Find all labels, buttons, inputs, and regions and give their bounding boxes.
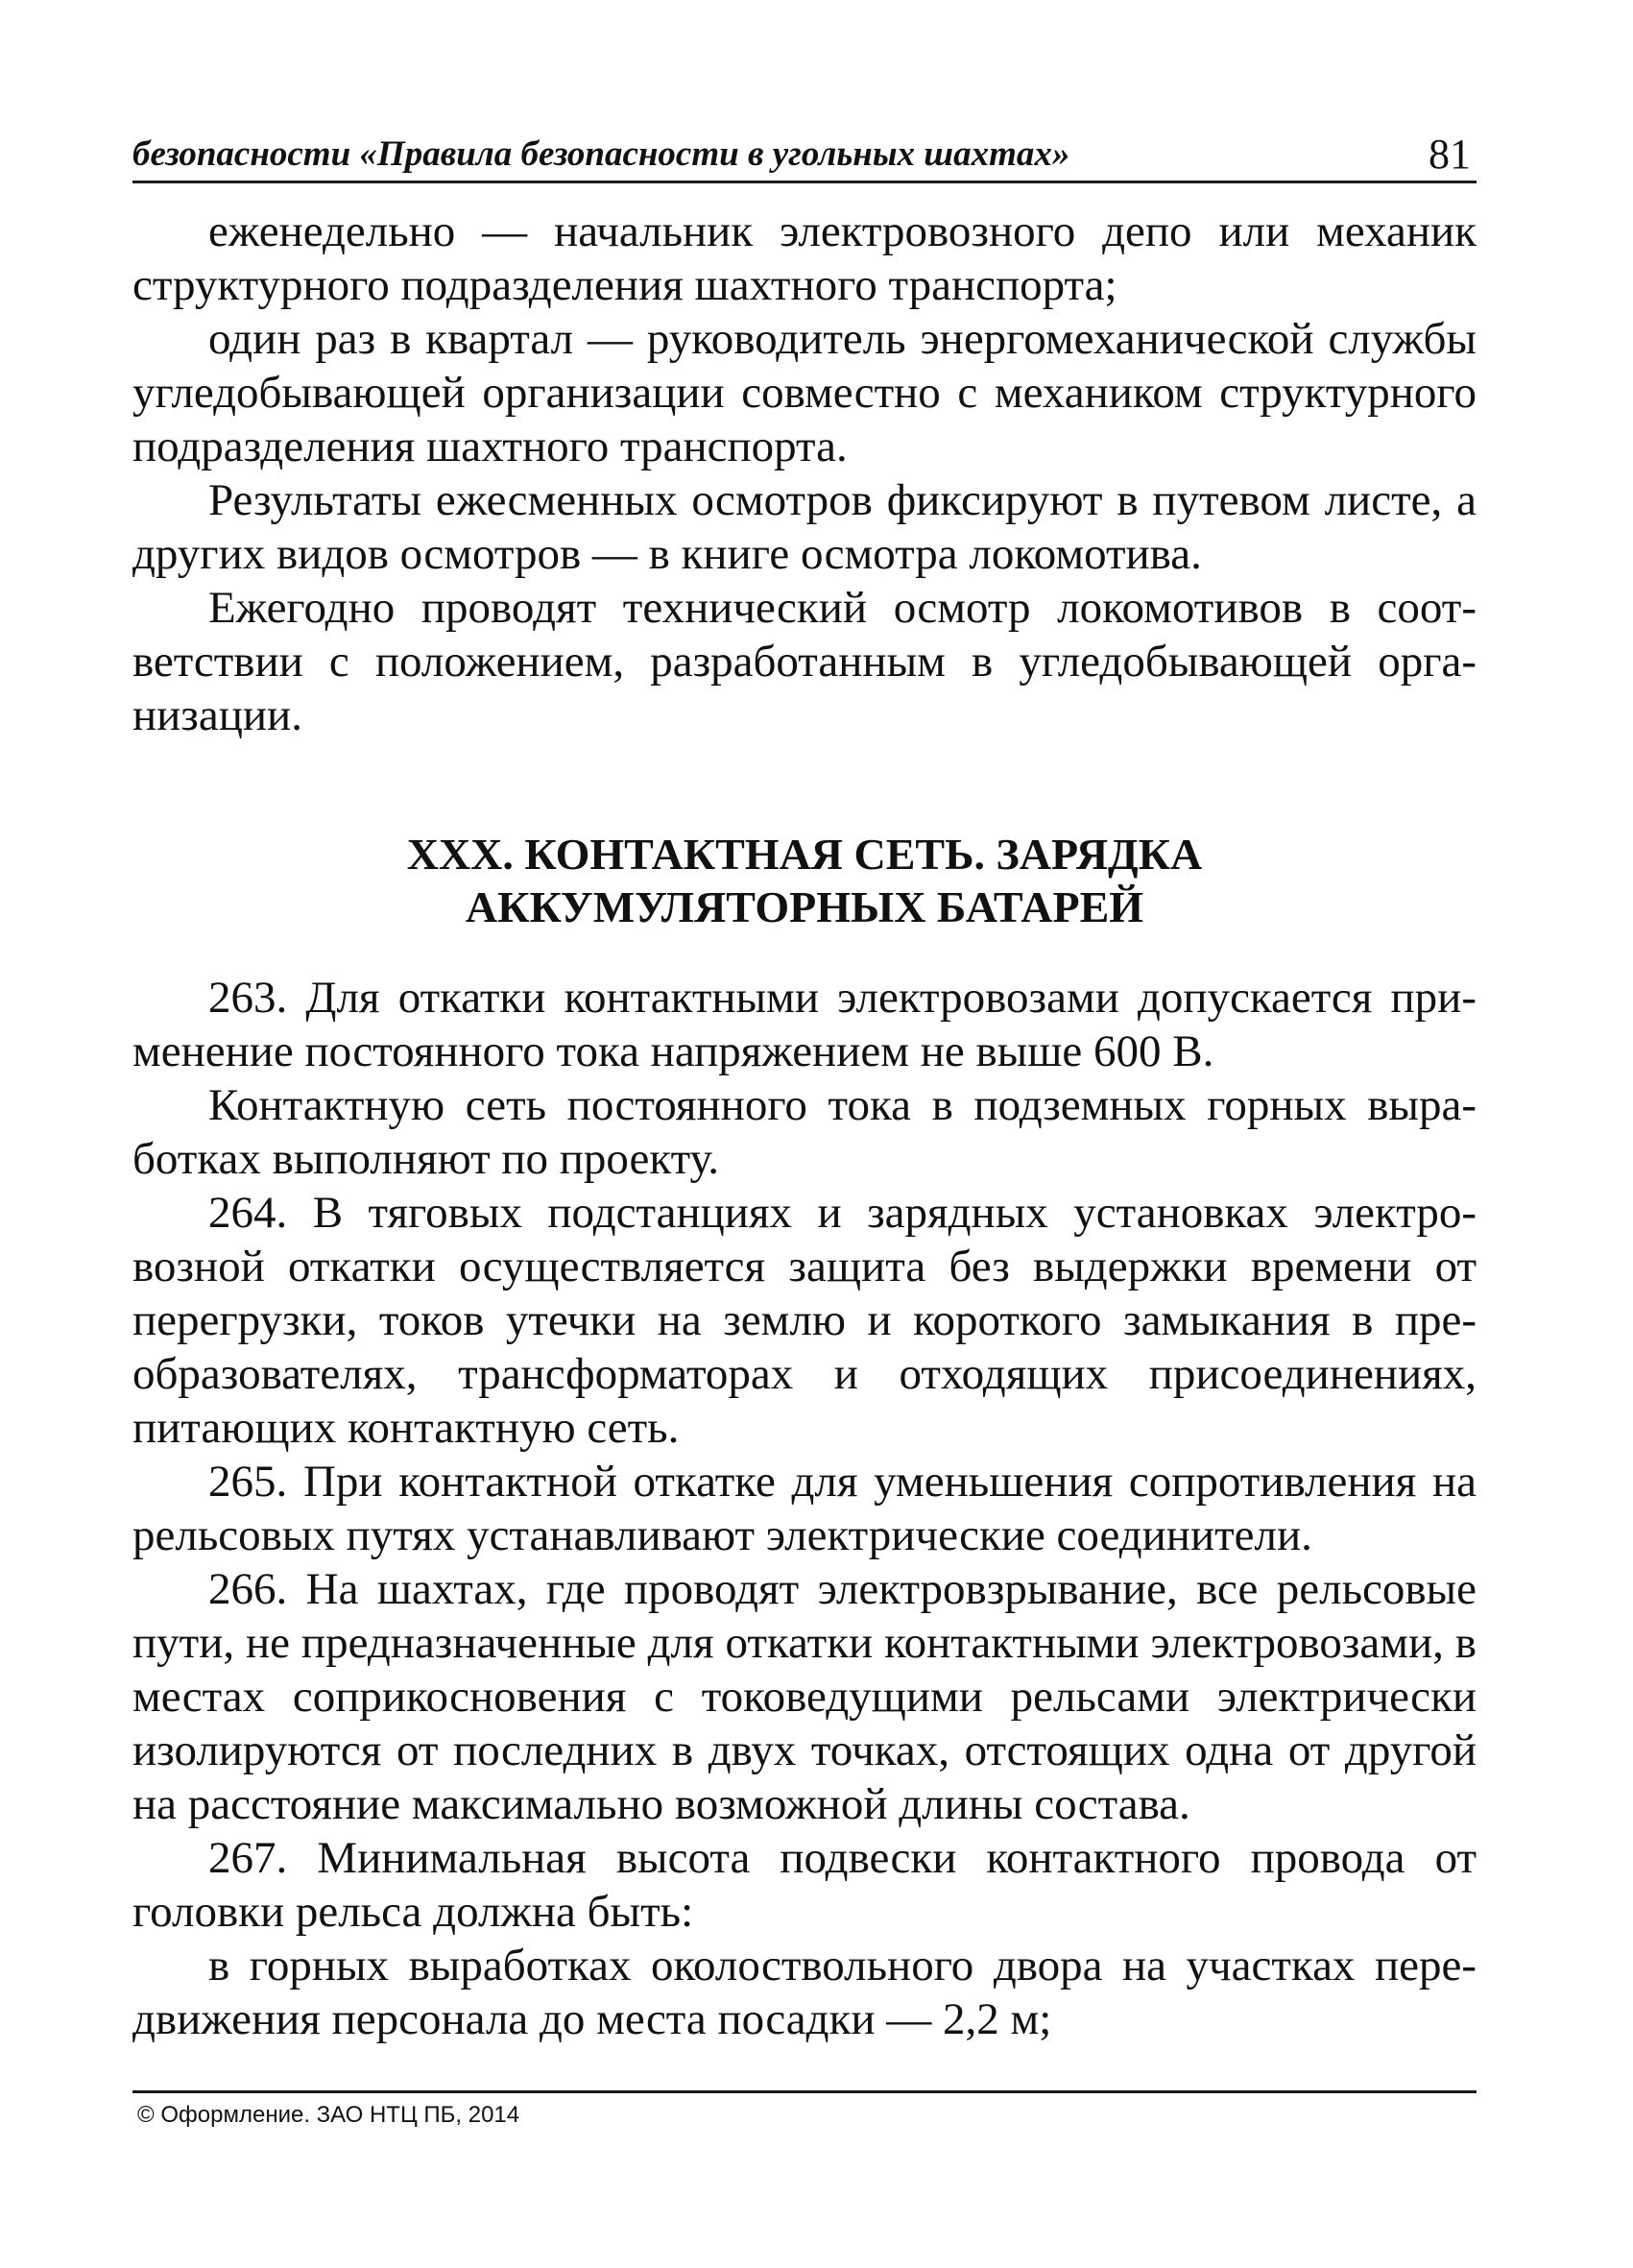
page-number: 81 (1429, 131, 1471, 178)
paragraph: 264. В тяговых подстанциях и зарядных установках электровозной откатки осуществляется защита без выдержки времени от перегрузки, токов утечки на землю и короткого замыкания в преобразователях, трансформаторах и отходящих присоединениях, питающих контактную сеть. (132, 1188, 1477, 1453)
paragraph: Контактную сеть постоянного тока в подземных горных выработках выполняют по проекту. (132, 1080, 1477, 1184)
paragraph: один раз в квартал — руководитель энергомеханической службы угледобывающей организации совместно с механиком структурного подразделения шахтного транспорта. (132, 314, 1477, 471)
paragraph: 263. Для откатки контактными электровозами допускается применение постоянного тока напряжением не выше 600 В. (132, 973, 1477, 1076)
section-heading (132, 828, 1477, 933)
section-heading-line-1: XXX. КОНТАКТНАЯ СЕТЬ. ЗАРЯДКА (406, 830, 1203, 879)
section-heading-line-2: АККУМУЛЯТОРНЫХ БАТАРЕЙ (465, 882, 1144, 931)
footer-divider (132, 2090, 1477, 2093)
paragraph: Ежегодно проводят технический осмотр локомотивов в соответствии с положением, разработанным в угледобывающей организации. (132, 583, 1477, 740)
footer-copyright: © Оформление. ЗАО НТЦ ПБ, 2014 (137, 2102, 520, 2128)
paragraph: 265. При контактной откатке для уменьшения сопротивления на рельсовых путях устанавливают электрические соединители. (132, 1457, 1477, 1560)
running-header (132, 123, 1477, 183)
paragraph: еженедельно — начальник электровозного депо или механик структурного подразделения шахтного транспорта; (132, 206, 1477, 310)
paragraph: 267. Минимальная высота подвески контактного провода от головки рельса должна быть: (132, 1833, 1477, 1937)
paragraph: 266. На шахтах, где проводят электровзрывание, все рельсовые пути, не предназначенные для откатки контактными электровозами, в местах соприкосновения с токоведущими рельсами электрически изолируются от последних в двух точках, отстоящих одна от другой на расстояние максимально возможной длины состава. (132, 1564, 1477, 1829)
section-text-block (132, 971, 1477, 2046)
paragraph: в горных выработках околоствольного двора на участках передвижения персонала до места посадки — 2,2 м; (132, 1941, 1477, 2044)
paragraph: Результаты ежесменных осмотров фиксируют в путевом листе, а других видов осмотров — в книге осмотра локомотива. (132, 475, 1477, 579)
intro-text-block (132, 205, 1477, 742)
running-header-title: безопасности «Правила безопасности в угольных шахтах» (132, 134, 1070, 174)
